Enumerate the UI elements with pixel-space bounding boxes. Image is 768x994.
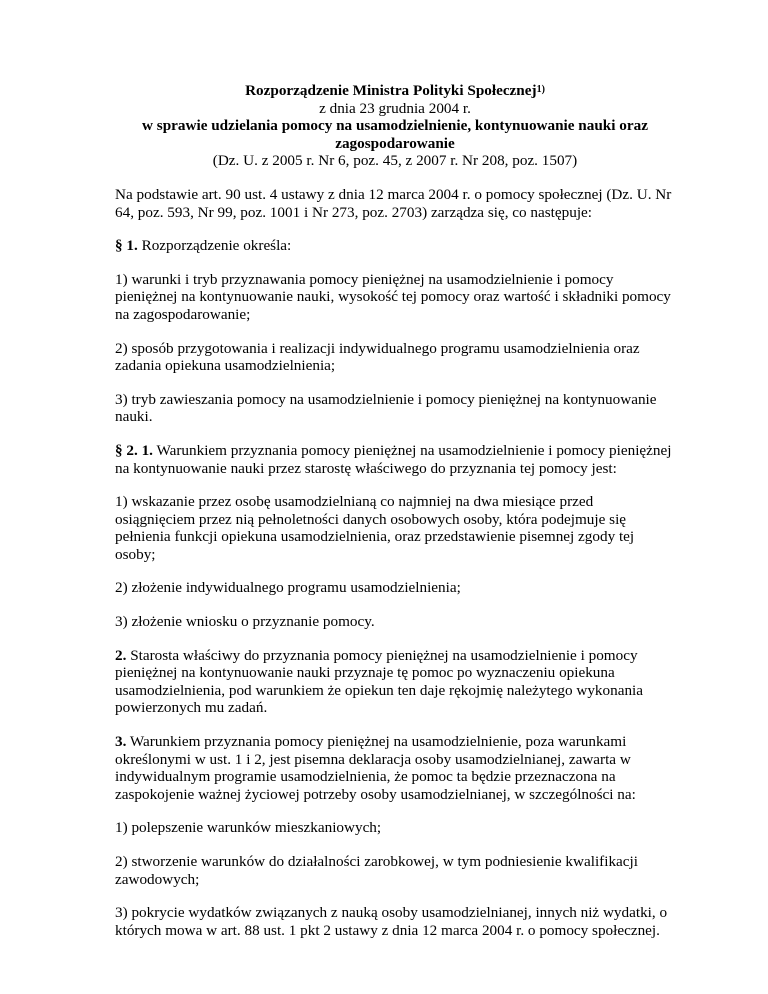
document-title: Rozporządzenie Ministra Polityki Społecznej xyxy=(245,82,537,99)
par2-item-1: 1) wskazanie przez osobę usamodzielnianą co najmniej na dwa miesiące przed osiągnięciem przez nią pełnoletności danych osobowych osoby, która podejmuje się pełnienia funkcji opiekuna usamodzielnienia, oraz przedstawienie pisemnej zgody tej osoby; xyxy=(115,493,635,563)
document-page xyxy=(115,82,675,955)
ust3-item-1: 1) polepszenie warunków mieszkaniowych; xyxy=(115,819,382,837)
preamble: Na podstawie art. 90 ust. 4 ustawy z dnia 12 marca 2004 r. o pomocy społecznej (Dz. U. Nr 64, poz. 593, Nr 99, poz. 1001 i Nr 273, poz. 2703) zarządza się, co następuje: xyxy=(115,185,672,221)
footnote-mark: 1) xyxy=(536,84,545,95)
ust3-text: Warunkiem przyznania pomocy pieniężnej na usamodzielnienie, poza warunkami określonymi w ust. 1 i 2, jest pisemna deklaracja osoby usamodzielnianej, zawarta w indywidualnym programie usamodzielnienia, że pomoc ta będzie przeznaczona na zaspokojenie ważnej życiowej potrzeby osoby usamodzielnianej, w szczególności na: xyxy=(115,733,636,803)
par1-intro-text: Rozporządzenie określa: xyxy=(137,237,292,255)
par1-item-3: 3) tryb zawieszania pomocy na usamodzielnienie i pomocy pieniężnej na kontynuowanie nauki. xyxy=(115,390,657,426)
document-subject: w sprawie udzielania pomocy na usamodzielnienie, kontynuowanie nauki oraz zagospodarowanie xyxy=(142,117,648,152)
ust2-text: Starosta właściwy do przyznania pomocy pieniężnej na usamodzielnienie i pomocy pieniężnej na kontynuowanie nauki przyznaje tę pomoc po wyznaczeniu opiekuna usamodzielnienia, pod warunkiem że opiekun ten daje rękojmię należytego wykonania powierzonych mu zadań. xyxy=(115,646,644,717)
document-title-line xyxy=(115,82,675,100)
ust3-label: 3. xyxy=(115,733,127,751)
document-date: z dnia 23 grudnia 2004 r. xyxy=(319,99,471,117)
publication-reference: (Dz. U. z 2005 r. Nr 6, poz. 45, z 2007 r. Nr 208, poz. 1507) xyxy=(212,152,578,170)
ust3-item-3: 3) pokrycie wydatków związanych z nauką osoby usamodzielnianej, innych niż wydatki, o których mowa w art. 88 ust. 1 pkt 2 ustawy z dnia 12 marca 2004 r. o pomocy społecznej. xyxy=(115,904,668,939)
par2-ust2 xyxy=(115,647,675,717)
par1-intro xyxy=(115,237,675,255)
par2-intro-text: Warunkiem przyznania pomocy pieniężnej na usamodzielnienie i pomocy pieniężnej na kontynuowanie nauki przez starostę właściwego do przyznania tej pomocy jest: xyxy=(115,441,672,477)
par2-item-2: 2) złożenie indywidualnego programu usamodzielnienia; xyxy=(115,579,461,597)
par2-intro xyxy=(115,442,675,477)
par1-label: § 1. xyxy=(115,237,138,255)
ust3-item-2: 2) stworzenie warunków do działalności zarobkowej, w tym podniesienie kwalifikacji zawodowych; xyxy=(115,853,638,888)
ust2-label: 2. xyxy=(115,646,127,664)
par2-item-3: 3) złożenie wniosku o przyznanie pomocy. xyxy=(115,613,375,631)
par1-item-1: 1) warunki i tryb przyznawania pomocy pieniężnej na usamodzielnienie i pomocy pieniężnej na kontynuowanie nauki, wysokość tej pomocy oraz wartość i składniki pomocy na zagospodarowanie; xyxy=(115,270,671,323)
par1-item-2: 2) sposób przygotowania i realizacji indywidualnego programu usamodzielnienia oraz zadania opiekuna usamodzielnienia; xyxy=(115,339,640,375)
par2-label: § 2. 1. xyxy=(115,441,153,459)
document-header xyxy=(115,82,675,170)
par2-ust3 xyxy=(115,733,675,803)
